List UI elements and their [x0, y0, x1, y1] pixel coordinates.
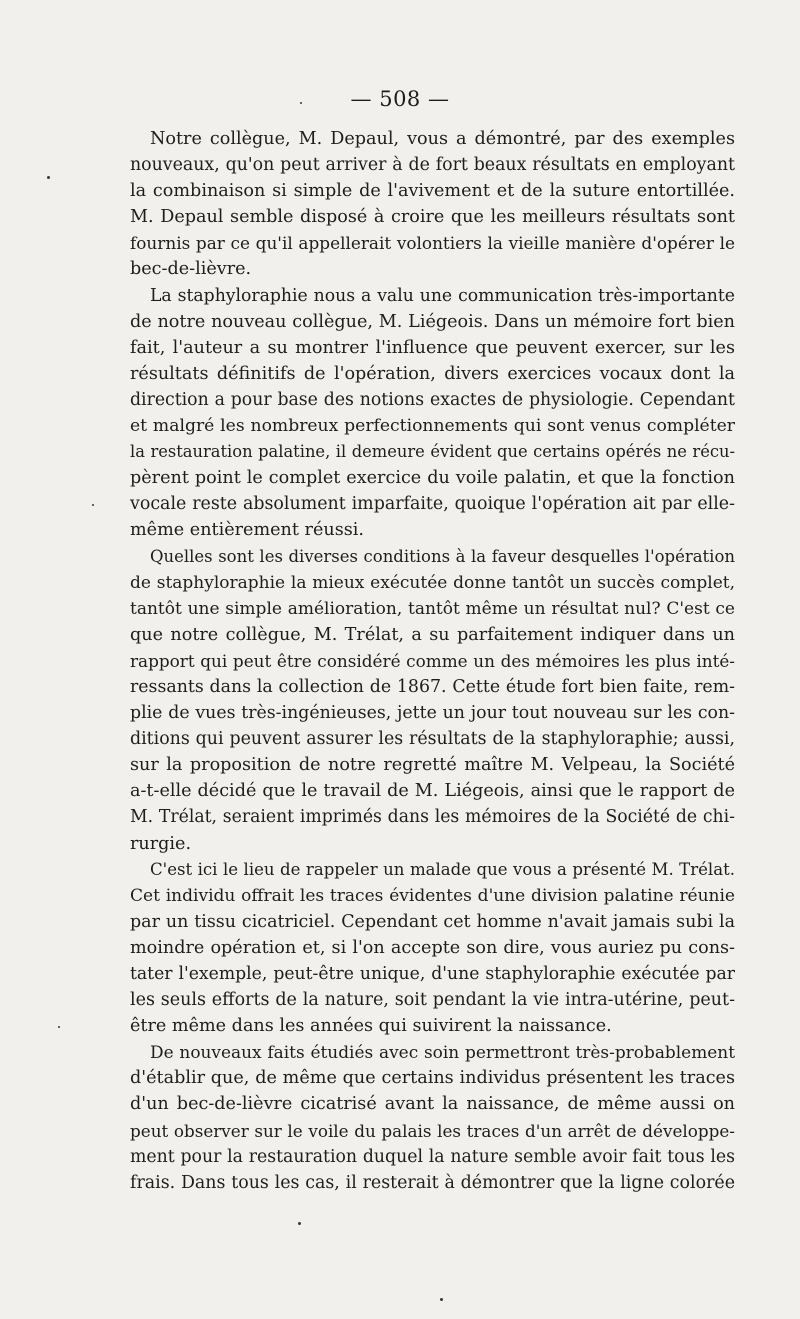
- text-line: M. Trélat, seraient imprimés dans les mémoires de la Société de chi-: [130, 807, 735, 828]
- print-speck: [298, 1222, 301, 1225]
- text-line: Quelles sont les diverses conditions à la faveur desquelles l'opération: [150, 546, 735, 566]
- text-line: nouveaux, qu'on peut arriver à de fort beaux résultats en employant: [130, 155, 735, 176]
- text-line: de notre nouveau collègue, M. Liégeois. Dans un mémoire fort bien: [130, 311, 735, 332]
- text-line: La staphyloraphie nous a valu une communication très-importante: [150, 285, 735, 306]
- text-line: la combinaison si simple de l'avivement et de la suture entortillée.: [130, 181, 735, 202]
- text-line: De nouveaux faits étudiés avec soin permettront très-probablement: [150, 1042, 735, 1063]
- text-line: C'est ici le lieu de rappeler un malade que vous a présenté M. Trélat.: [150, 859, 735, 879]
- text-line: bec-de-lièvre.: [130, 259, 252, 280]
- text-line: de staphyloraphie la mieux exécutée donne tantôt un succès complet,: [130, 572, 735, 593]
- text-line: ment pour la restauration duquel la nature semble avoir fait tous les: [130, 1146, 735, 1167]
- text-line: fait, l'auteur a su montrer l'influence que peuvent exercer, sur les: [130, 337, 735, 358]
- text-line: Notre collègue, M. Depaul, vous a démontré, par des exemples: [150, 129, 735, 149]
- text-line: les seuls efforts de la nature, soit pendant la vie intra-utérine, peut-: [130, 990, 735, 1011]
- paragraph: [130, 126, 735, 283]
- text-line: tantôt une simple amélioration, tantôt même un résultat nul? C'est ce: [130, 598, 735, 619]
- text-line: même entièrement réussi.: [130, 520, 364, 541]
- text-line: que notre collègue, M. Trélat, a su parfaitement indiquer dans un: [130, 624, 735, 645]
- print-speck: [58, 1026, 60, 1028]
- text-line: d'un bec-de-lièvre cicatrisé avant la naissance, de même aussi on: [130, 1094, 735, 1115]
- print-speck: [47, 176, 50, 179]
- text-line: fournis par ce qu'il appellerait volontiers la vieille manière d'opérer le: [130, 233, 735, 254]
- text-line: tater l'exemple, peut-être unique, d'une staphyloraphie exécutée par: [130, 964, 735, 984]
- print-speck: [92, 504, 94, 506]
- text-line: la restauration palatine, il demeure évident que certains opérés ne récu-: [130, 442, 735, 462]
- text-line: par un tissu cicatriciel. Cependant cet homme n'avait jamais subi la: [130, 911, 735, 932]
- paragraph: [130, 283, 735, 544]
- body-text: [130, 126, 735, 1196]
- text-line: être même dans les années qui suivirent la naissance.: [130, 1016, 612, 1037]
- text-line: rurgie.: [130, 833, 192, 854]
- text-line: a-t-elle décidé que le travail de M. Liégeois, ainsi que le rapport de: [130, 781, 735, 802]
- text-line: moindre opération et, si l'on accepte son dire, vous auriez pu cons-: [130, 937, 735, 958]
- text-line: d'établir que, de même que certains individus présentent les traces: [130, 1068, 735, 1089]
- text-line: vocale reste absolument imparfaite, quoique l'opération ait par elle-: [130, 494, 735, 515]
- text-line: résultats définitifs de l'opération, divers exercices vocaux dont la: [130, 363, 735, 384]
- paragraph: [130, 857, 735, 1040]
- print-speck: [300, 102, 302, 104]
- text-line: M. Depaul semble disposé à croire que les meilleurs résultats sont: [130, 207, 735, 228]
- text-line: direction a pour base des notions exactes de physiologie. Cependant: [130, 389, 735, 410]
- text-line: peut observer sur le voile du palais les traces d'un arrêt de développe-: [130, 1120, 735, 1141]
- text-line: ressants dans la collection de 1867. Cette étude fort bien faite, rem-: [130, 676, 735, 697]
- text-line: rapport qui peut être considéré comme un des mémoires les plus inté-: [130, 650, 735, 671]
- page-number: — 508 —: [350, 87, 450, 111]
- paragraph: [130, 1039, 735, 1196]
- text-line: frais. Dans tous les cas, il resterait à démontrer que la ligne colorée: [130, 1172, 735, 1193]
- text-line: plie de vues très-ingénieuses, jette un jour tout nouveau sur les con-: [130, 703, 735, 724]
- text-line: ditions qui peuvent assurer les résultats de la staphyloraphie; aussi,: [130, 729, 735, 750]
- paragraph: [130, 544, 735, 857]
- text-line: Cet individu offrait les traces évidentes d'une division palatine réunie: [130, 885, 735, 906]
- text-line: et malgré les nombreux perfectionnements qui sont venus compléter: [130, 416, 735, 437]
- print-speck: [440, 1298, 443, 1301]
- text-line: pèrent point le complet exercice du voile palatin, et que la fonction: [130, 468, 735, 489]
- text-line: sur la proposition de notre regretté maître M. Velpeau, la Société: [130, 755, 735, 776]
